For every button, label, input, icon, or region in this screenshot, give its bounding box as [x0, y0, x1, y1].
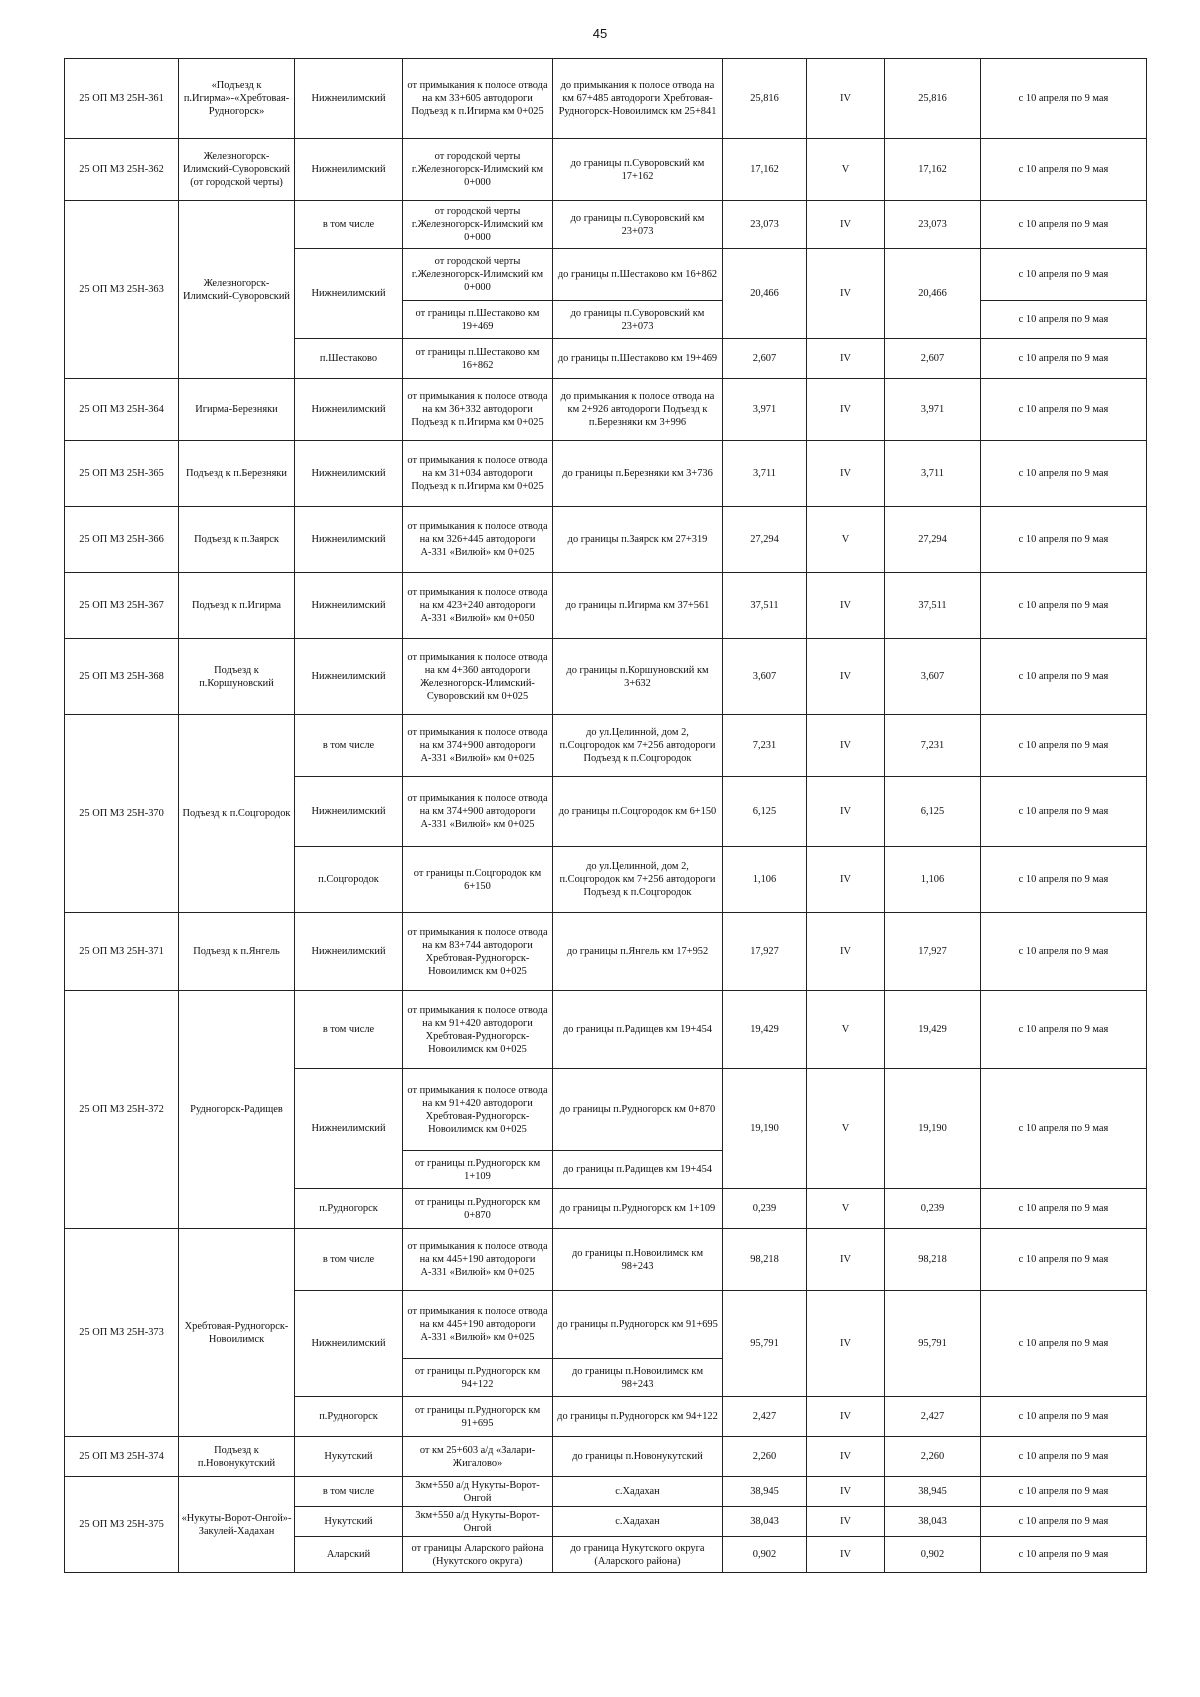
table-cell: 2,607: [723, 339, 807, 379]
table-cell: 23,073: [723, 201, 807, 249]
table-cell: в том числе: [295, 991, 403, 1069]
table-cell: 3км+550 а/д Нукуты-Ворот-Онгой: [403, 1507, 553, 1537]
table-cell: 2,260: [723, 1437, 807, 1477]
table-cell: с 10 апреля по 9 мая: [981, 639, 1147, 715]
table-cell: от границы п.Рудногорск км 94+122: [403, 1359, 553, 1397]
table-cell: с 10 апреля по 9 мая: [981, 1189, 1147, 1229]
table-row: [65, 201, 1147, 249]
table-cell: 27,294: [885, 507, 981, 573]
table-cell: 3,607: [723, 639, 807, 715]
table-cell: 20,466: [723, 249, 807, 339]
table-cell: от примыкания к полосе отвода на км 326+445 автодороги А-331 «Вилюй» км 0+025: [403, 507, 553, 573]
table-cell: IV: [807, 201, 885, 249]
table-cell: п.Рудногорск: [295, 1189, 403, 1229]
table-cell: п.Шестаково: [295, 339, 403, 379]
table-row: [65, 1437, 1147, 1477]
table-cell: с 10 апреля по 9 мая: [981, 249, 1147, 301]
table-cell: 23,073: [885, 201, 981, 249]
table-cell: V: [807, 507, 885, 573]
table-cell: 0,902: [885, 1537, 981, 1573]
table-cell: IV: [807, 59, 885, 139]
table-cell: до границы п.Заярск км 27+319: [553, 507, 723, 573]
table-cell: Нижнеилимский: [295, 379, 403, 441]
table-row: [65, 913, 1147, 991]
table-cell: с 10 апреля по 9 мая: [981, 573, 1147, 639]
table-cell: «Нукуты-Ворот-Онгой»-Закулей-Хадахан: [179, 1477, 295, 1573]
table-cell: IV: [807, 441, 885, 507]
table-cell: с 10 апреля по 9 мая: [981, 1437, 1147, 1477]
table-cell: 6,125: [723, 777, 807, 847]
table-cell: IV: [807, 573, 885, 639]
table-cell: V: [807, 991, 885, 1069]
table-cell: от примыкания к полосе отвода на км 445+190 автодороги А-331 «Вилюй» км 0+025: [403, 1229, 553, 1291]
table-cell: Нижнеилимский: [295, 59, 403, 139]
table-cell: до границы п.Суворовский км 23+073: [553, 301, 723, 339]
table-cell: от примыкания к полосе отвода на км 91+420 автодороги Хребтовая-Рудногорск-Новоилимск км 0+025: [403, 991, 553, 1069]
table-row: [65, 639, 1147, 715]
table-cell: от примыкания к полосе отвода на км 83+744 автодороги Хребтовая-Рудногорск-Новоилимск км 0+025: [403, 913, 553, 991]
table-cell: 0,902: [723, 1537, 807, 1573]
table-cell: 3,971: [885, 379, 981, 441]
table-cell: 25 ОП МЗ 25Н-365: [65, 441, 179, 507]
table-cell: в том числе: [295, 201, 403, 249]
table-cell: от городской черты г.Железногорск-Илимский км 0+000: [403, 249, 553, 301]
table-cell: V: [807, 139, 885, 201]
table-cell: IV: [807, 249, 885, 339]
table-cell: до границы п.Рудногорск км 91+695: [553, 1291, 723, 1359]
table-cell: с 10 апреля по 9 мая: [981, 441, 1147, 507]
table-row: [65, 507, 1147, 573]
table-cell: 17,162: [723, 139, 807, 201]
table-cell: до границы п.Шестаково км 19+469: [553, 339, 723, 379]
table-cell: с 10 апреля по 9 мая: [981, 339, 1147, 379]
table-cell: с 10 апреля по 9 мая: [981, 301, 1147, 339]
table-cell: IV: [807, 339, 885, 379]
table-cell: от границы п.Рудногорск км 0+870: [403, 1189, 553, 1229]
table-cell: Подъезд к п.Заярск: [179, 507, 295, 573]
table-cell: IV: [807, 1229, 885, 1291]
table-row: [65, 59, 1147, 139]
table-cell: Нукутский: [295, 1507, 403, 1537]
table-cell: 6,125: [885, 777, 981, 847]
table-cell: с 10 апреля по 9 мая: [981, 715, 1147, 777]
table-cell: 25 ОП МЗ 25Н-371: [65, 913, 179, 991]
table-cell: до границы п.Суворовский км 23+073: [553, 201, 723, 249]
table-cell: 25,816: [885, 59, 981, 139]
roads-table-body: [65, 59, 1147, 1573]
table-cell: 25 ОП МЗ 25Н-366: [65, 507, 179, 573]
table-cell: 0,239: [723, 1189, 807, 1229]
table-cell: 19,429: [723, 991, 807, 1069]
table-cell: 2,260: [885, 1437, 981, 1477]
table-cell: от границы п.Шестаково км 16+862: [403, 339, 553, 379]
table-cell: 3,711: [723, 441, 807, 507]
table-cell: Нижнеилимский: [295, 573, 403, 639]
table-cell: 25 ОП МЗ 25Н-375: [65, 1477, 179, 1573]
table-cell: 20,466: [885, 249, 981, 339]
table-cell: от примыкания к полосе отвода на км 91+420 автодороги Хребтовая-Рудногорск-Новоилимск км 0+025: [403, 1069, 553, 1151]
table-cell: Подъезд к п.Янгель: [179, 913, 295, 991]
table-cell: от городской черты г.Железногорск-Илимский км 0+000: [403, 139, 553, 201]
table-cell: 98,218: [723, 1229, 807, 1291]
table-cell: до границы п.Рудногорск км 94+122: [553, 1397, 723, 1437]
table-cell: 25 ОП МЗ 25Н-364: [65, 379, 179, 441]
table-cell: V: [807, 1069, 885, 1189]
table-cell: Железногорск-Илимский-Суворовский (от городской черты): [179, 139, 295, 201]
table-row: [65, 715, 1147, 777]
table-cell: с 10 апреля по 9 мая: [981, 1477, 1147, 1507]
table-cell: до границы п.Березняки км 3+736: [553, 441, 723, 507]
table-cell: «Подъезд к п.Игирма»-«Хребтовая-Рудногорск»: [179, 59, 295, 139]
table-cell: до границы п.Радищев км 19+454: [553, 1151, 723, 1189]
table-cell: IV: [807, 913, 885, 991]
table-cell: с 10 апреля по 9 мая: [981, 1069, 1147, 1189]
table-cell: до границы п.Новонукутский: [553, 1437, 723, 1477]
table-cell: 38,945: [885, 1477, 981, 1507]
table-row: [65, 139, 1147, 201]
table-cell: с 10 апреля по 9 мая: [981, 379, 1147, 441]
table-cell: 25,816: [723, 59, 807, 139]
table-cell: 95,791: [885, 1291, 981, 1397]
table-cell: Нижнеилимский: [295, 639, 403, 715]
table-cell: 7,231: [885, 715, 981, 777]
table-cell: до границы п.Соцгородок км 6+150: [553, 777, 723, 847]
table-cell: 17,927: [885, 913, 981, 991]
table-cell: Подъезд к п.Игирма: [179, 573, 295, 639]
table-cell: 37,511: [885, 573, 981, 639]
table-cell: IV: [807, 1437, 885, 1477]
table-cell: Игирма-Березняки: [179, 379, 295, 441]
table-cell: до границы п.Радищев км 19+454: [553, 991, 723, 1069]
table-cell: IV: [807, 639, 885, 715]
table-cell: Нижнеилимский: [295, 913, 403, 991]
table-cell: Нижнеилимский: [295, 249, 403, 339]
table-cell: 19,429: [885, 991, 981, 1069]
table-cell: 17,927: [723, 913, 807, 991]
table-cell: Хребтовая-Рудногорск-Новоилимск: [179, 1229, 295, 1437]
table-cell: до границы п.Рудногорск км 0+870: [553, 1069, 723, 1151]
table-cell: от границы п.Рудногорск км 1+109: [403, 1151, 553, 1189]
table-cell: Рудногорск-Радищев: [179, 991, 295, 1229]
table-cell: 2,427: [723, 1397, 807, 1437]
table-cell: IV: [807, 1477, 885, 1507]
table-cell: с 10 апреля по 9 мая: [981, 1229, 1147, 1291]
table-cell: с 10 апреля по 9 мая: [981, 1507, 1147, 1537]
table-cell: IV: [807, 847, 885, 913]
table-cell: до границы п.Новоилимск км 98+243: [553, 1229, 723, 1291]
table-cell: 25 ОП МЗ 25Н-373: [65, 1229, 179, 1437]
table-cell: от границы п.Шестаково км 19+469: [403, 301, 553, 339]
table-cell: в том числе: [295, 715, 403, 777]
table-cell: Аларский: [295, 1537, 403, 1573]
table-cell: Нижнеилимский: [295, 507, 403, 573]
table-cell: 38,043: [723, 1507, 807, 1537]
table-cell: 3,971: [723, 379, 807, 441]
table-cell: п.Рудногорск: [295, 1397, 403, 1437]
table-cell: 2,607: [885, 339, 981, 379]
table-cell: до граница Нукутского округа (Аларского района): [553, 1537, 723, 1573]
table-row: [65, 1477, 1147, 1507]
table-cell: Подъезд к п.Березняки: [179, 441, 295, 507]
table-cell: 0,239: [885, 1189, 981, 1229]
table-cell: до границы п.Шестаково км 16+862: [553, 249, 723, 301]
table-cell: Подъезд к п.Соцгородок: [179, 715, 295, 913]
table-cell: с 10 апреля по 9 мая: [981, 847, 1147, 913]
table-cell: 37,511: [723, 573, 807, 639]
table-cell: от границы Аларского района (Нукутского округа): [403, 1537, 553, 1573]
table-cell: до ул.Целинной, дом 2, п.Соцгородок км 7+256 автодороги Подъезд к п.Соцгородок: [553, 847, 723, 913]
table-cell: 17,162: [885, 139, 981, 201]
table-cell: от км 25+603 а/д «Залари-Жигалово»: [403, 1437, 553, 1477]
table-cell: от примыкания к полосе отвода на км 4+360 автодороги Железногорск-Илимский-Суворовский км 0+025: [403, 639, 553, 715]
table-cell: Нижнеилимский: [295, 441, 403, 507]
table-cell: от примыкания к полосе отвода на км 33+605 автодороги Подъезд к п.Игирма км 0+025: [403, 59, 553, 139]
table-cell: до примыкания к полосе отвода на км 67+485 автодороги Хребтовая-Рудногорск-Новоилимск км 25+841: [553, 59, 723, 139]
table-cell: Нижнеилимский: [295, 139, 403, 201]
table-cell: с 10 апреля по 9 мая: [981, 507, 1147, 573]
roads-table: [64, 58, 1147, 1573]
table-cell: 19,190: [723, 1069, 807, 1189]
table-cell: 98,218: [885, 1229, 981, 1291]
table-cell: IV: [807, 379, 885, 441]
table-cell: 3км+550 а/д Нукуты-Ворот-Онгой: [403, 1477, 553, 1507]
table-cell: Нижнеилимский: [295, 1069, 403, 1189]
table-cell: с 10 апреля по 9 мая: [981, 201, 1147, 249]
table-cell: V: [807, 1189, 885, 1229]
table-cell: с 10 апреля по 9 мая: [981, 1397, 1147, 1437]
table-cell: IV: [807, 1291, 885, 1397]
table-cell: с 10 апреля по 9 мая: [981, 991, 1147, 1069]
table-cell: 3,711: [885, 441, 981, 507]
table-cell: 25 ОП МЗ 25Н-374: [65, 1437, 179, 1477]
table-cell: IV: [807, 1537, 885, 1573]
table-cell: с.Хадахан: [553, 1507, 723, 1537]
table-cell: до примыкания к полосе отвода на км 2+926 автодороги Подъезд к п.Березняки км 3+996: [553, 379, 723, 441]
table-cell: от примыкания к полосе отвода на км 423+240 автодороги А-331 «Вилюй» км 0+050: [403, 573, 553, 639]
table-cell: IV: [807, 1397, 885, 1437]
table-cell: с 10 апреля по 9 мая: [981, 1537, 1147, 1573]
table-cell: Подъезд к п.Коршуновский: [179, 639, 295, 715]
table-cell: 2,427: [885, 1397, 981, 1437]
table-cell: до границы п.Янгель км 17+952: [553, 913, 723, 991]
table-cell: 25 ОП МЗ 25Н-361: [65, 59, 179, 139]
table-cell: 3,607: [885, 639, 981, 715]
table-cell: 25 ОП МЗ 25Н-367: [65, 573, 179, 639]
table-cell: с 10 апреля по 9 мая: [981, 913, 1147, 991]
table-cell: до границы п.Суворовский км 17+162: [553, 139, 723, 201]
table-cell: до границы п.Коршуновский км 3+632: [553, 639, 723, 715]
table-row: [65, 379, 1147, 441]
table-cell: Железногорск-Илимский-Суворовский: [179, 201, 295, 379]
table-row: [65, 1229, 1147, 1291]
table-cell: от примыкания к полосе отвода на км 445+190 автодороги А-331 «Вилюй» км 0+025: [403, 1291, 553, 1359]
table-cell: до границы п.Игирма км 37+561: [553, 573, 723, 639]
table-cell: с 10 апреля по 9 мая: [981, 139, 1147, 201]
table-row: [65, 573, 1147, 639]
table-cell: до границы п.Рудногорск км 1+109: [553, 1189, 723, 1229]
table-cell: IV: [807, 777, 885, 847]
page-number: 45: [592, 26, 608, 41]
table-cell: от границы п.Соцгородок км 6+150: [403, 847, 553, 913]
table-cell: в том числе: [295, 1229, 403, 1291]
table-row: [65, 991, 1147, 1069]
table-row: [65, 441, 1147, 507]
table-cell: 38,945: [723, 1477, 807, 1507]
table-cell: от границы п.Рудногорск км 91+695: [403, 1397, 553, 1437]
table-cell: IV: [807, 1507, 885, 1537]
table-cell: до ул.Целинной, дом 2, п.Соцгородок км 7+256 автодороги Подъезд к п.Соцгородок: [553, 715, 723, 777]
table-cell: 25 ОП МЗ 25Н-368: [65, 639, 179, 715]
table-cell: 25 ОП МЗ 25Н-370: [65, 715, 179, 913]
table-cell: Подъезд к п.Новонукутский: [179, 1437, 295, 1477]
table-cell: с.Хадахан: [553, 1477, 723, 1507]
table-cell: от примыкания к полосе отвода на км 36+332 автодороги Подъезд к п.Игирма км 0+025: [403, 379, 553, 441]
table-cell: 1,106: [885, 847, 981, 913]
table-cell: 27,294: [723, 507, 807, 573]
table-cell: Нижнеилимский: [295, 777, 403, 847]
table-cell: Нукутский: [295, 1437, 403, 1477]
table-cell: 95,791: [723, 1291, 807, 1397]
table-cell: 25 ОП МЗ 25Н-372: [65, 991, 179, 1229]
table-cell: с 10 апреля по 9 мая: [981, 1291, 1147, 1397]
table-cell: 19,190: [885, 1069, 981, 1189]
table-cell: 25 ОП МЗ 25Н-363: [65, 201, 179, 379]
table-cell: до границы п.Новоилимск км 98+243: [553, 1359, 723, 1397]
table-cell: с 10 апреля по 9 мая: [981, 777, 1147, 847]
table-cell: от примыкания к полосе отвода на км 31+034 автодороги Подъезд к п.Игирма км 0+025: [403, 441, 553, 507]
table-cell: Нижнеилимский: [295, 1291, 403, 1397]
table-cell: 7,231: [723, 715, 807, 777]
table-cell: в том числе: [295, 1477, 403, 1507]
table-cell: от городской черты г.Железногорск-Илимский км 0+000: [403, 201, 553, 249]
table-cell: от примыкания к полосе отвода на км 374+900 автодороги А-331 «Вилюй» км 0+025: [403, 715, 553, 777]
table-cell: п.Соцгородок: [295, 847, 403, 913]
table-cell: IV: [807, 715, 885, 777]
table-cell: с 10 апреля по 9 мая: [981, 59, 1147, 139]
table-cell: 1,106: [723, 847, 807, 913]
table-cell: от примыкания к полосе отвода на км 374+900 автодороги А-331 «Вилюй» км 0+025: [403, 777, 553, 847]
table-cell: 38,043: [885, 1507, 981, 1537]
table-cell: 25 ОП МЗ 25Н-362: [65, 139, 179, 201]
